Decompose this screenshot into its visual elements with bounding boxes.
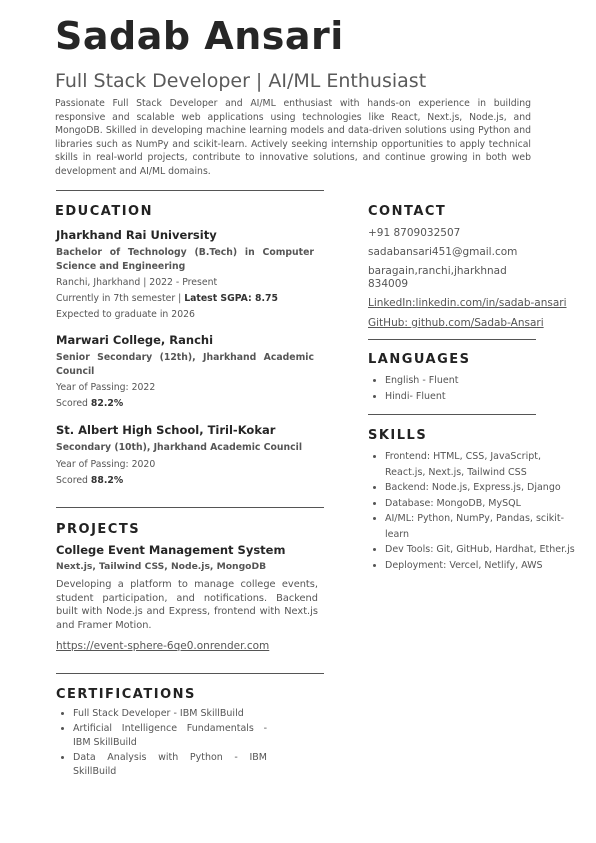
education-heading: EDUCATION	[55, 204, 153, 219]
expected-graduation: Expected to graduate in 2026	[56, 309, 195, 320]
degree: Bachelor of Technology (B.Tech) in Computer Science and Engineering	[56, 247, 314, 272]
skills-heading: SKILLS	[368, 428, 428, 443]
list-item: • Dev Tools: Git, GitHub, Hardhat, Ether.js	[385, 542, 578, 558]
list-item: • AI/ML: Python, NumPy, Pandas, scikit-learn	[385, 511, 578, 542]
education-entry	[56, 228, 314, 323]
project-description: Developing a platform to manage college events, student participation, and notifications. Backend built with Node.js and Express, frontend with Next.js and Framer Motion.	[56, 579, 318, 631]
score-value: 88.2%	[90, 474, 124, 486]
school-name: Marwari College, Ranchi	[56, 333, 214, 347]
degree: Senior Secondary (12th), Jharkhand Academic Council	[56, 352, 314, 377]
score-label: Scored	[56, 398, 91, 409]
job-title: Full Stack Developer | AI/ML Enthusiast	[55, 70, 427, 92]
school-name: St. Albert High School, Tiril-Kokar	[56, 423, 276, 437]
sgpa-value: Latest SGPA: 8.75	[184, 293, 278, 304]
list-item: • Hindi- Fluent	[385, 389, 588, 405]
header-divider	[56, 190, 324, 191]
contact-section	[368, 227, 588, 330]
education-entry	[56, 333, 314, 412]
languages-list	[368, 373, 588, 404]
school-name: Jharkhand Rai University	[56, 228, 217, 242]
projects-divider	[56, 673, 324, 674]
certifications-heading: CERTIFICATIONS	[56, 687, 196, 702]
degree: Secondary (10th), Jharkhand Academic Council	[56, 442, 303, 453]
project-link[interactable]: https://event-sphere-6qe0.onrender.com	[56, 640, 270, 652]
education-entry	[56, 423, 314, 489]
list-item: • Full Stack Developer - IBM SkillBuild	[73, 707, 267, 722]
projects-heading: PROJECTS	[56, 522, 141, 537]
education-section	[56, 228, 314, 489]
skills-list	[368, 449, 578, 573]
languages-divider	[368, 414, 536, 415]
certifications-section	[56, 707, 286, 780]
project-title: College Event Management System	[56, 543, 286, 557]
list-item: • Frontend: HTML, CSS, JavaScript, React.js, Next.js, Tailwind CSS	[385, 449, 578, 480]
list-item: • Artificial Intelligence Fundamentals - IBM SkillBuild	[73, 722, 267, 751]
email-address: sadabansari451@gmail.com	[368, 246, 518, 258]
list-item: • English - Fluent	[385, 373, 588, 389]
candidate-name: Sadab Ansari	[55, 14, 344, 58]
score-value: 82.2%	[90, 398, 124, 409]
list-item: • Backend: Node.js, Express.js, Django	[385, 480, 578, 496]
contact-heading: CONTACT	[368, 204, 447, 219]
linkedin-link[interactable]: LinkedIn:linkedin.com/in/sadab-ansari	[368, 297, 567, 309]
skills-section	[368, 449, 578, 573]
profile-summary: Passionate Full Stack Developer and AI/ML enthusiast with hands-on experience in building responsive and scalable web applications using technologies like React, Next.js, Node.js, and MongoDB. Skilled in developing machine learning models and data-driven solutions using Python and libraries such as NumPy and scikit-learn. Actively seeking internship opportunities to apply technical skills in real-world projects, contribute to innovative solutions, and continue growing in both web development and AI/ML domains.	[55, 98, 531, 177]
semester-status	[56, 291, 314, 307]
project-tech-stack: Next.js, Tailwind CSS, Node.js, MongoDB	[56, 561, 267, 572]
phone-number: +91 8709032507	[368, 227, 461, 239]
passing-year: Year of Passing: 2022	[56, 382, 156, 393]
languages-section	[368, 373, 588, 404]
location-dates: Ranchi, Jharkhand | 2022 - Present	[56, 277, 218, 288]
list-item: • Data Analysis with Python - IBM SkillBuild	[73, 751, 267, 780]
list-item: • Deployment: Vercel, Netlify, AWS	[385, 558, 578, 574]
education-divider	[56, 507, 324, 508]
list-item: • Database: MongoDB, MySQL	[385, 496, 578, 512]
score-line	[56, 473, 314, 489]
address-line: baragain,ranchi,jharkhnad	[368, 265, 507, 277]
score-line	[56, 396, 314, 412]
score-label: Scored	[56, 474, 91, 486]
passing-year: Year of Passing: 2020	[56, 458, 156, 470]
github-link[interactable]: GitHub: github.com/Sadab-Ansari	[368, 317, 544, 329]
certifications-list	[56, 707, 286, 780]
languages-heading: LANGUAGES	[368, 352, 471, 367]
contact-divider	[368, 339, 536, 340]
postal-code: 834009	[368, 278, 409, 290]
status-text: Currently in 7th semester |	[56, 293, 185, 304]
projects-section	[56, 543, 318, 652]
